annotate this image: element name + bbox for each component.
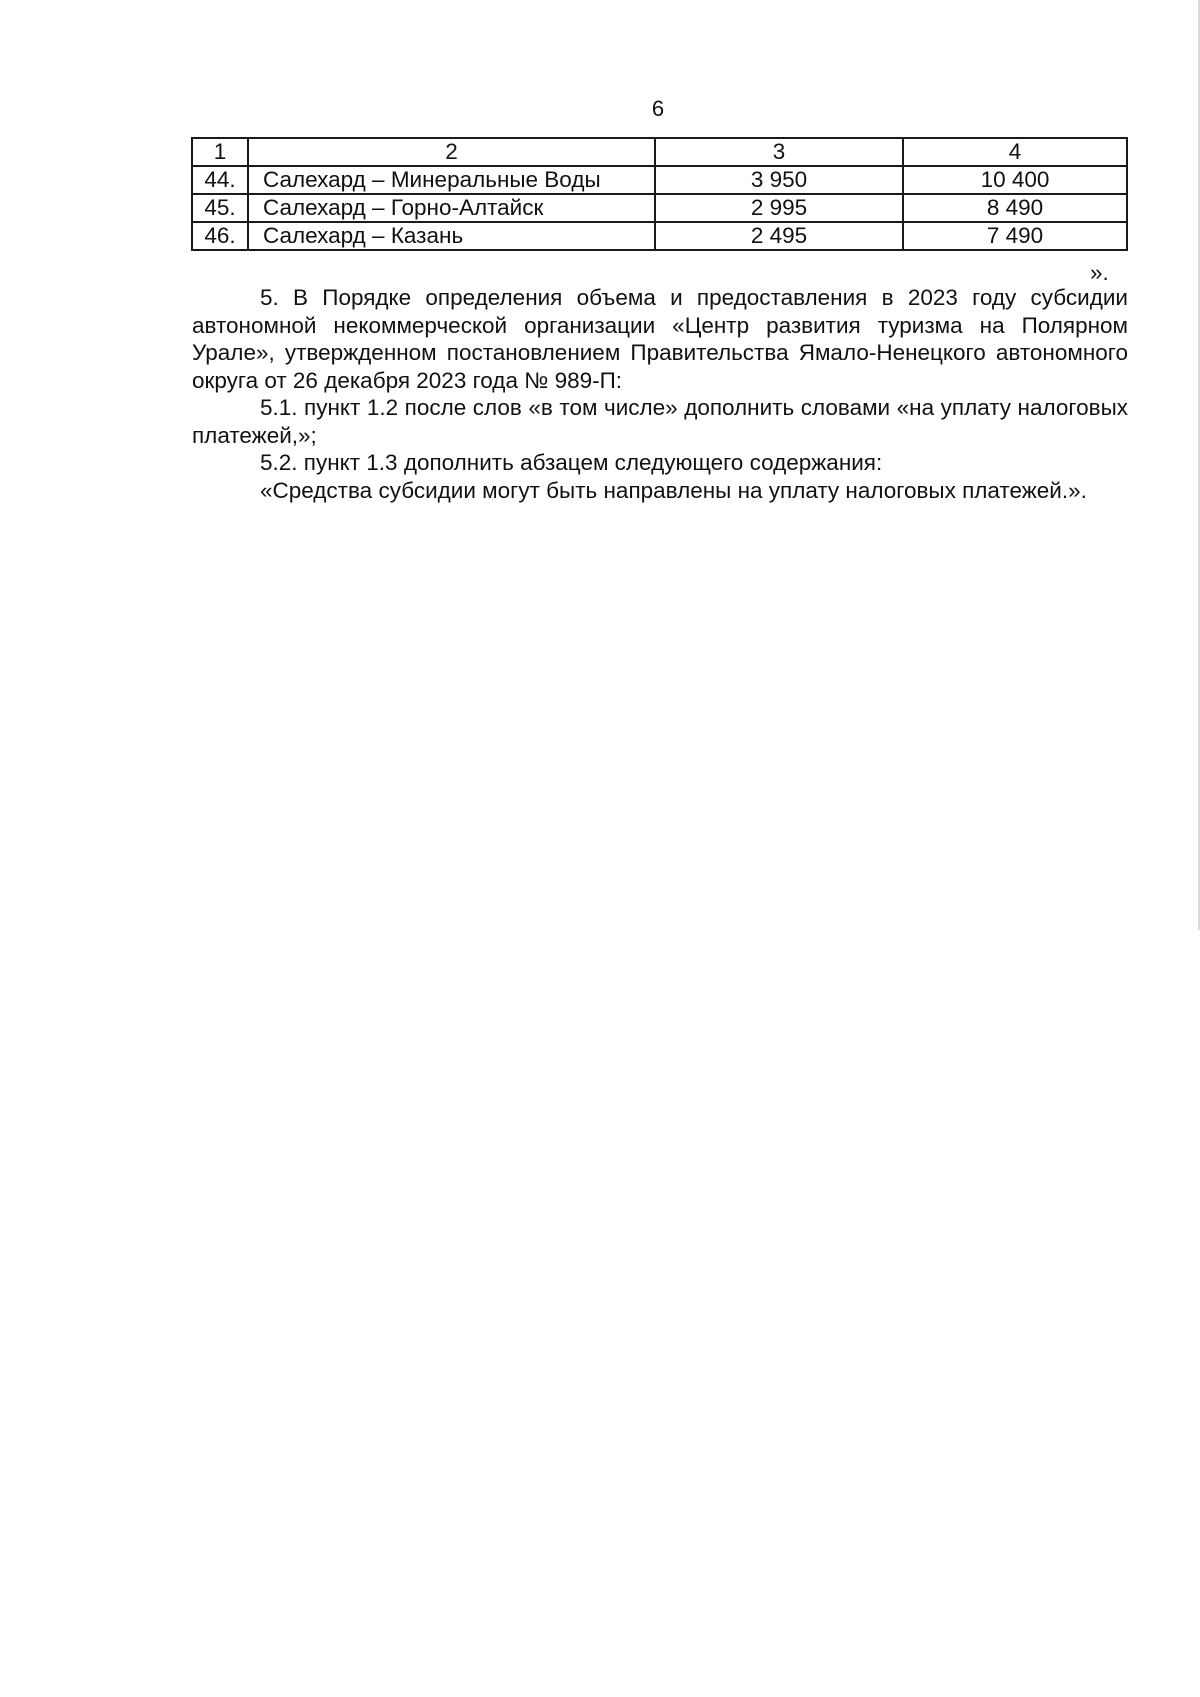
tariff-table xyxy=(191,137,1128,251)
row-number: 46. xyxy=(192,222,248,250)
value-col3: 3 950 xyxy=(655,166,903,194)
route-name: Салехард – Минеральные Воды xyxy=(248,166,655,194)
table-row xyxy=(192,166,1127,194)
table-row xyxy=(192,222,1127,250)
table-header-cell: 2 xyxy=(248,138,655,166)
page-number: 6 xyxy=(651,96,665,121)
table-header-cell: 4 xyxy=(903,138,1127,166)
row-number: 44. xyxy=(192,166,248,194)
table-header-cell: 3 xyxy=(655,138,903,166)
value-col4: 8 490 xyxy=(903,194,1127,222)
value-col4: 7 490 xyxy=(903,222,1127,250)
paragraph-quote: «Средства субсидии могут быть направлены на уплату налоговых платежей.». xyxy=(260,477,1087,503)
closing-quote-mark: ». xyxy=(1090,260,1109,285)
row-number: 45. xyxy=(192,194,248,222)
value-col4: 10 400 xyxy=(903,166,1127,194)
route-name: Салехард – Казань xyxy=(248,222,655,250)
route-name: Салехард – Горно-Алтайск xyxy=(248,194,655,222)
paragraph-5: 5. В Порядке определения объема и предоставления в 2023 году субсидии автономной некоммерческой организации «Центр развития туризма на Полярном Урале», утвержденном постановлением Правительства Ямало-Ненецкого автономного округа от 26 декабря 2023 года № 989-П: xyxy=(192,285,1128,393)
table-header-cell: 1 xyxy=(192,138,248,166)
amendment-text xyxy=(192,284,1128,504)
table-header-row xyxy=(192,138,1127,166)
value-col3: 2 495 xyxy=(655,222,903,250)
value-col3: 2 995 xyxy=(655,194,903,222)
paragraph-5-1: 5.1. пункт 1.2 после слов «в том числе» дополнить словами «на уплату налоговых платежей,»; xyxy=(192,395,1128,448)
table-row xyxy=(192,194,1127,222)
paragraph-5-2: 5.2. пункт 1.3 дополнить абзацем следующего содержания: xyxy=(260,450,883,475)
